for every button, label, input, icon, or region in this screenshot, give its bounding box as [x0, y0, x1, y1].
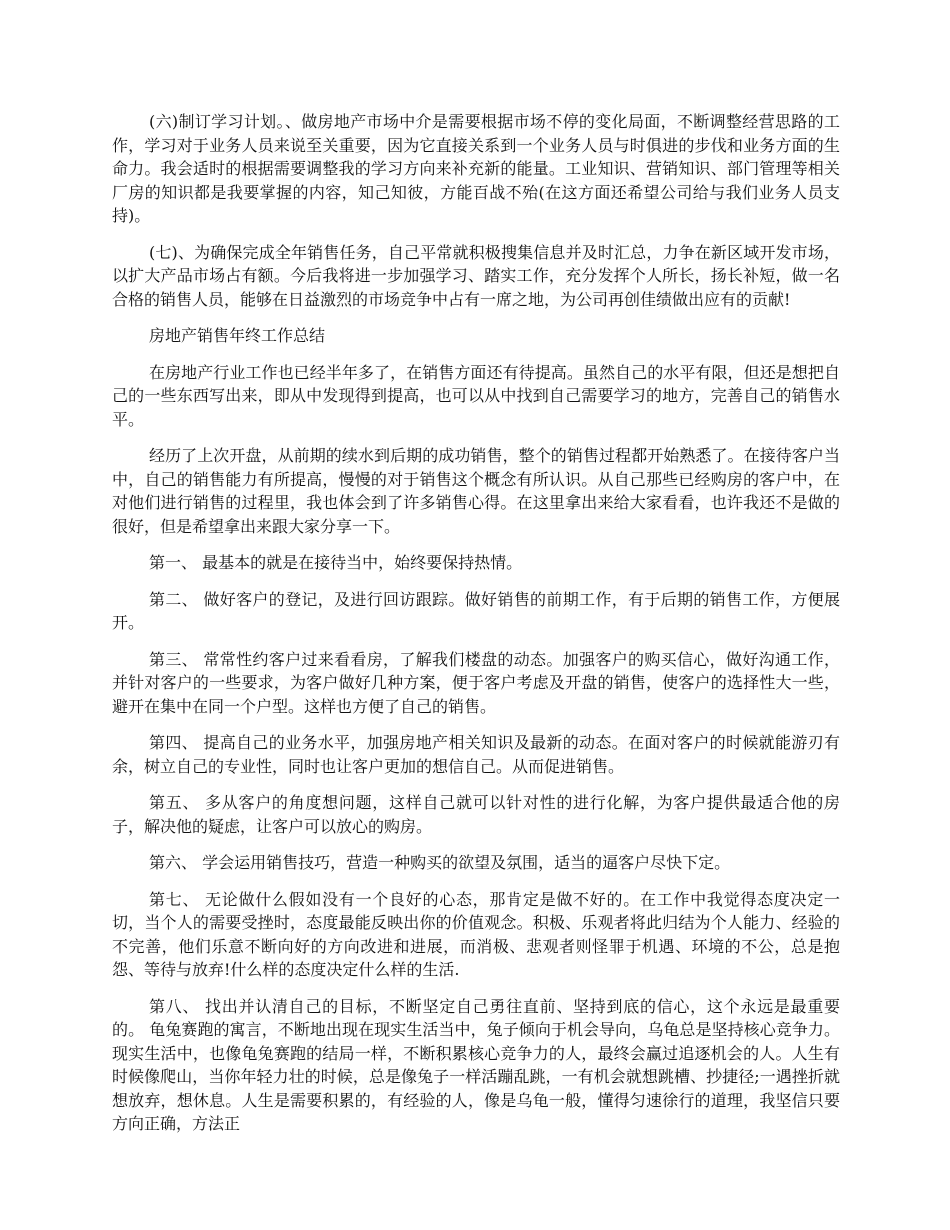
- point-third: 第三、 常常性约客户过来看看房，了解我们楼盘的动态。加强客户的购买信心，做好沟通工作，并针对客户的一些要求，为客户做好几种方案，便于客户考虑及开盘的销售，使客户的选择性大一些，避开在集中在同一个户型。这样也方便了自己的销售。: [112, 649, 840, 716]
- paragraph-study-plan: (六)制订学习计划。、做房地产市场中介是需要根据市场不停的变化局面，不断调整经营思路的工作，学习对于业务人员来说至关重要，因为它直接关系到一个业务人员与时俱进的步伐和业务方面的生命力。我会适时的根据需要调整我的学习方向来补充新的能量。工业知识、营销知识、部门管理等相关厂房的知识都是我要掌握的内容，知己知彼，方能百战不殆(在这方面还希望公司给与我们业务人员支持)。: [112, 112, 840, 225]
- paragraph-intro: 在房地产行业工作也已经半年多了，在销售方面还有待提高。虽然自己的水平有限，但还是想把自己的一些东西写出来，即从中发现得到提高，也可以从中找到自己需要学习的地方，完善自己的销售水平。: [112, 362, 840, 429]
- paragraph-sales-task: (七)、为确保完成全年销售任务，自己平常就积极搜集信息并及时汇总，力争在新区域开发市场，以扩大产品市场占有额。今后我将进一步加强学习、踏实工作，充分发挥个人所长，扬长补短，做一名合格的销售人员，能够在日益激烈的市场竞争中占有一席之地，为公司再创佳绩做出应有的贡献!: [112, 242, 840, 309]
- point-fourth: 第四、 提高自己的业务水平，加强房地产相关知识及最新的动态。在面对客户的时候就能游刃有余，树立自己的专业性，同时也让客户更加的想信自己。从而促进销售。: [112, 733, 840, 776]
- point-eighth: 第八、 找出并认清自己的目标，不断坚定自己勇往直前、坚持到底的信心，这个永远是最重要的。 龟兔赛跑的寓言，不断地出现在现实生活当中，兔子倾向于机会导向，乌龟总是坚持核心竞争力。现实生活中，也像龟兔赛跑的结局一样，不断积累核心竞争力的人，最终会赢过追逐机会的人。人生有时候像爬山，当你年轻力壮的时候，总是像兔子一样活蹦乱跳，一有机会就想跳槽、抄捷径;一遇挫折就想放弃，想休息。人生是需要积累的，有经验的人，像是乌龟一般，懂得匀速徐行的道理，我坚信只要方向正确，方法正: [112, 996, 840, 1133]
- point-sixth: 第六、 学会运用销售技巧，营造一种购买的欲望及氛围，适当的逼客户尽快下定。: [149, 853, 731, 872]
- point-second: 第二、 做好客户的登记，及进行回访跟踪。做好销售的前期工作，有于后期的销售工作，方便展开。: [112, 589, 840, 632]
- point-fifth: 第五、 多从客户的角度想问题，这样自己就可以针对性的进行化解，为客户提供最适合他的房子，解决他的疑虑，让客户可以放心的购房。: [112, 793, 840, 836]
- document-page: [112, 110, 840, 1149]
- section-title: 房地产销售年终工作总结: [149, 326, 326, 345]
- paragraph-experience: 经历了上次开盘，从前期的续水到后期的成功销售，整个的销售过程都开始熟悉了。在接待客户当中，自己的销售能力有所提高，慢慢的对于销售这个概念有所认识。从自己那些已经购房的客户中，在对他们进行销售的过程里，我也体会到了许多销售心得。在这里拿出来给大家看看，也许我还不是做的很好，但是希望拿出来跟大家分享一下。: [112, 446, 840, 536]
- point-first: 第一、 最基本的就是在接待当中，始终要保持热情。: [149, 553, 523, 572]
- point-seventh: 第七、 无论做什么假如没有一个良好的心态，那肯定是做不好的。在工作中我觉得态度决定一切，当个人的需要受挫时，态度最能反映出你的价值观念。积极、乐观者将此归结为个人能力、经验的不完善，他们乐意不断向好的方向改进和进展，而消极、悲观者则怪罪于机遇、环境的不公，总是抱怨、等待与放弃!什么样的态度决定什么样的生活.: [112, 889, 840, 979]
